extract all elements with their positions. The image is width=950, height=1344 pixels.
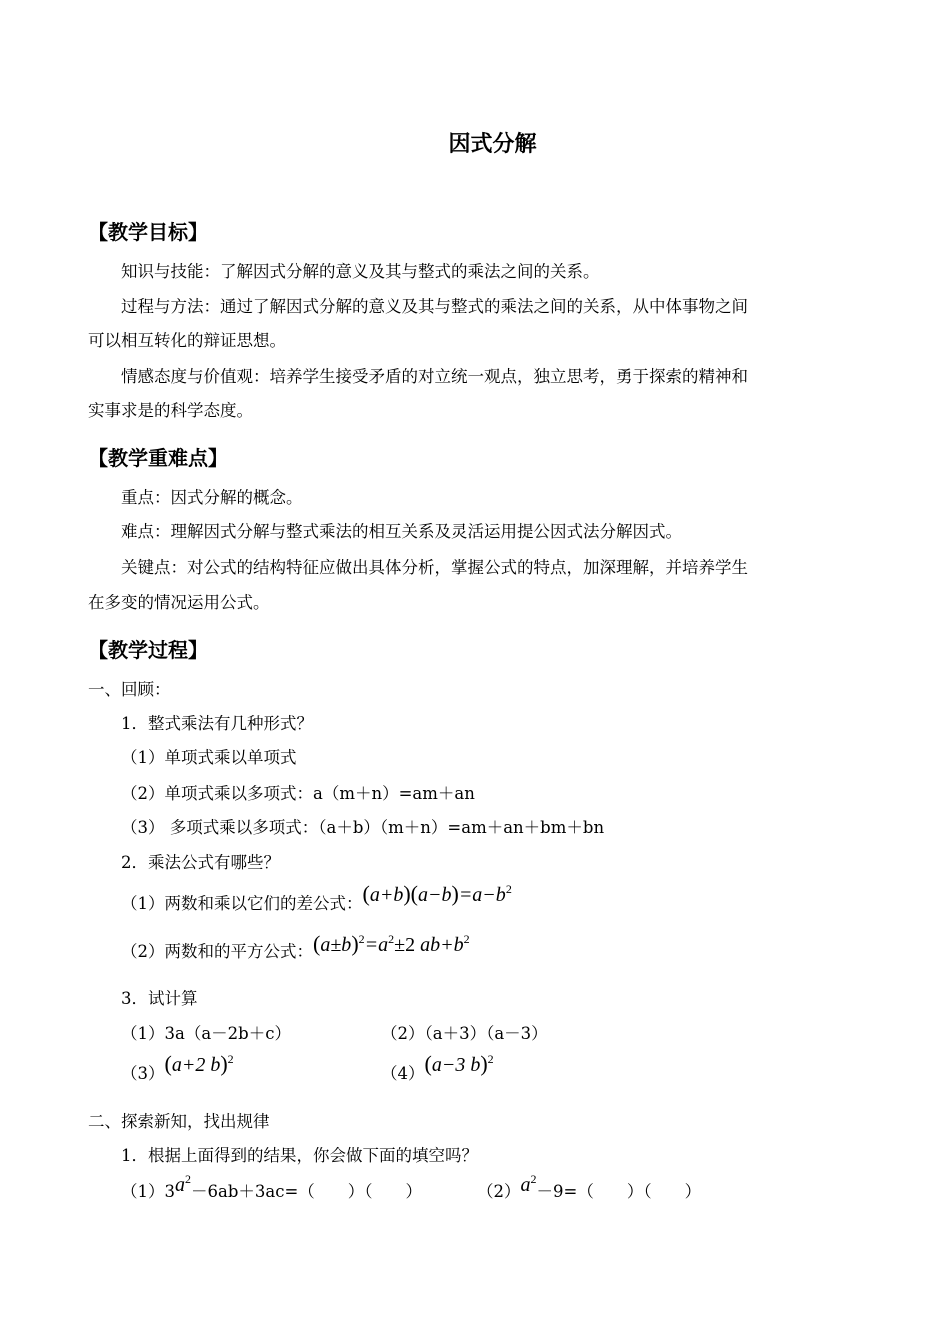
item-label: （1）3 bbox=[121, 1182, 175, 1201]
paragraph: 实事求是的科学态度。 bbox=[88, 401, 253, 420]
page-title: 因式分解 bbox=[448, 132, 537, 157]
paragraph: 知识与技能：了解因式分解的意义及其与整式的乘法之间的关系。 bbox=[121, 262, 600, 281]
formula-label: （1）两数和乘以它们的差公式： bbox=[121, 894, 363, 913]
paragraph: 情感态度与价值观：培养学生接受矛盾的对立统一观点，独立思考，勇于探索的精神和 bbox=[121, 367, 748, 386]
exercise-item: （2）（a＋3）（a－3） bbox=[381, 1024, 548, 1043]
list-item: （3） 多项式乘以多项式：（a＋b）（m＋n）=am＋an＋bm＋bn bbox=[121, 818, 605, 837]
paragraph: 重点：因式分解的概念。 bbox=[121, 488, 303, 507]
section-heading-keypoints: 【教学重难点】 bbox=[88, 446, 228, 470]
item-text: －6ab＋3ac=（ ）（ ） bbox=[191, 1182, 423, 1201]
paragraph: 在多变的情况运用公式。 bbox=[88, 593, 270, 612]
formula-line-square bbox=[121, 931, 470, 961]
difference-formula: $(a+b)(a-b)=a-b^2$ bbox=[362, 881, 512, 906]
paragraph: 1．根据上面得到的结果，你会做下面的填空吗？ bbox=[121, 1146, 478, 1165]
formula-label: （2）两数和的平方公式： bbox=[121, 942, 313, 961]
fill-blank-item bbox=[121, 1172, 423, 1201]
section-heading-process: 【教学过程】 bbox=[88, 638, 208, 662]
paragraph: 一、回顾： bbox=[88, 680, 171, 699]
item-label: （2） bbox=[477, 1182, 521, 1201]
exercise-label: （4） bbox=[381, 1064, 425, 1083]
paragraph: 关键点：对公式的结构特征应做出具体分析，掌握公式的特点，加深理解，并培养学生 bbox=[121, 558, 748, 577]
variable-term: $a^2$ bbox=[175, 1172, 191, 1196]
exercise-item: （1）3a（a－2b＋c） bbox=[121, 1024, 291, 1043]
exercise-formula: (a−3 b)$^2$ bbox=[424, 1051, 494, 1076]
paragraph: 可以相互转化的辩证思想。 bbox=[88, 331, 286, 350]
paragraph: 二、探索新知，找出规律 bbox=[88, 1112, 270, 1131]
variable-term: $a^2$ bbox=[520, 1172, 537, 1196]
paragraph: 1．整式乘法有几种形式？ bbox=[121, 714, 313, 733]
formula-line-diff bbox=[121, 881, 512, 913]
exercise-label: （3） bbox=[121, 1064, 165, 1083]
square-formula: $(a\pm b)^2=a^2\pm 2$ $ab+b^2$ bbox=[313, 931, 470, 956]
fill-blank-item bbox=[477, 1172, 702, 1201]
paragraph: 3．试计算 bbox=[121, 989, 198, 1008]
paragraph: 难点：理解因式分解与整式乘法的相互关系及灵活运用提公因式法分解因式。 bbox=[121, 522, 682, 541]
section-heading-goals: 【教学目标】 bbox=[88, 220, 208, 244]
exercise-formula: (a+2 b)$^2$ bbox=[164, 1051, 234, 1076]
list-item: （1）单项式乘以单项式 bbox=[121, 748, 297, 767]
paragraph: 2．乘法公式有哪些？ bbox=[121, 853, 280, 872]
item-text: －9=（ ）（ ） bbox=[536, 1182, 702, 1201]
paragraph: 过程与方法：通过了解因式分解的意义及其与整式的乘法之间的关系，从中体事物之间 bbox=[121, 297, 748, 316]
exercise-item bbox=[121, 1051, 234, 1083]
exercise-item bbox=[381, 1051, 494, 1083]
list-item: （2）单项式乘以多项式：a（m＋n）=am＋an bbox=[121, 784, 475, 803]
